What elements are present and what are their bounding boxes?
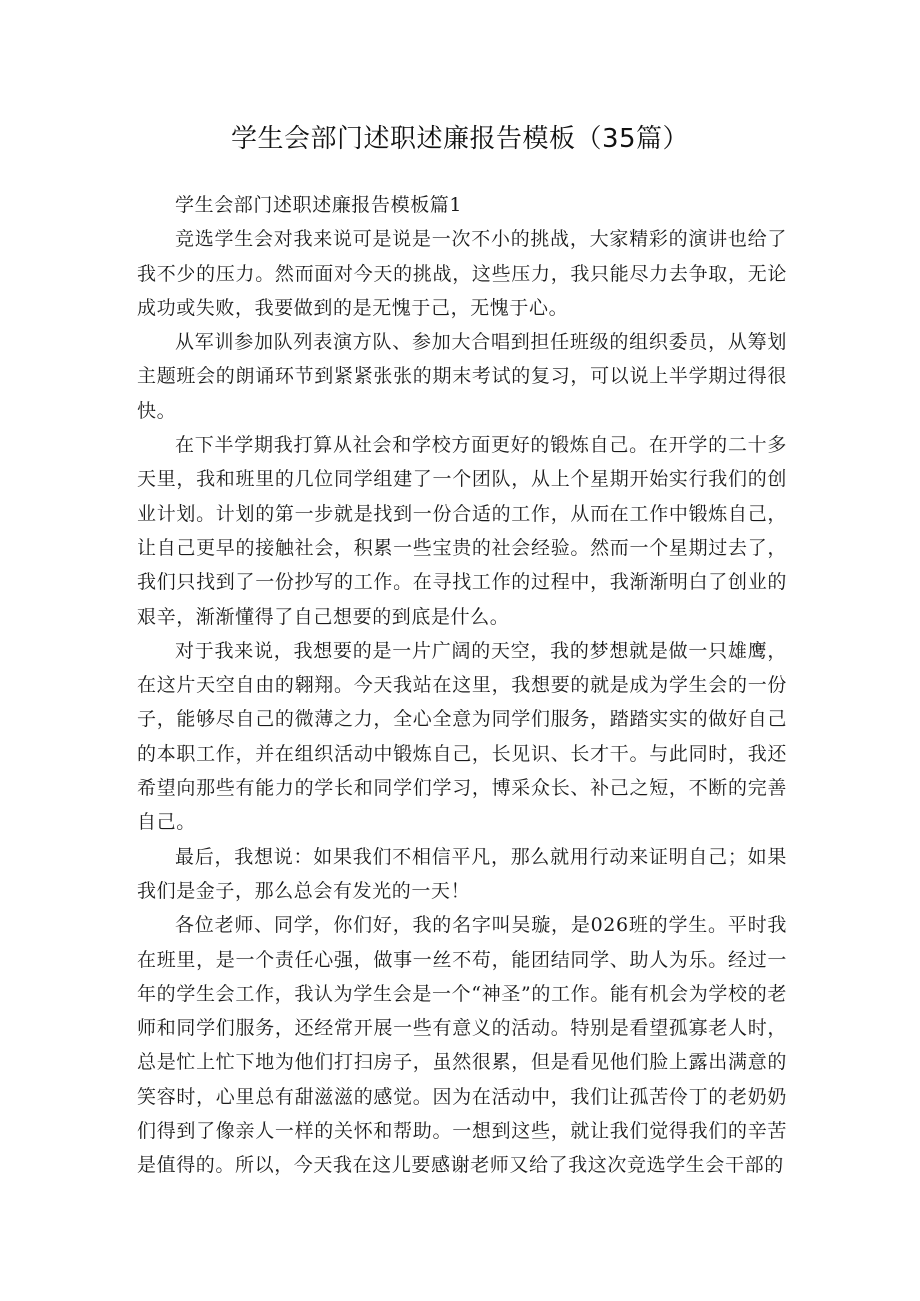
paragraph: 各位老师、同学，你们好，我的名字叫吴璇，是026班的学生。平时我在班里，是一个责任心强，做事一丝不苟，能团结同学、助人为乐。经过一年的学生会工作，我认为学生会是一个“神圣”的工作。能有机会为学校的老师和同学们服务，还经常开展一些有意义的活动。特别是看望孤寡老人时，总是忙上忙下地为他们打扫房子，虽然很累，但是看见他们脸上露出满意的笑容时，心里总有甜滋滋的感觉。因为在活动中，我们让孤苦伶丁的老奶奶们得到了像亲人一样的关怀和帮助。一想到这些，就让我们觉得我们的辛苦是值得的。所以，今天我在这儿要感谢老师又给了我这次竞选学生会干部的: [137, 914, 787, 1177]
paragraph: 对于我来说，我想要的是一片广阔的天空，我的梦想就是做一只雄鹰，在这片天空自由的翱翔。今天我站在这里，我想要的就是成为学生会的一份子，能够尽自己的微薄之力，全心全意为同学们服务，踏踏实实的做好自己的本职工作，并在组织活动中锻炼自己，长见识、长才干。与此同时，我还希望向那些有能力的学长和同学们学习，博采众长、补己之短，不断的完善自己。: [137, 639, 787, 834]
section-heading: 学生会部门述职述廉报告模板篇1: [175, 194, 463, 216]
document-title: 学生会部门述职述廉报告模板（35篇）: [230, 124, 690, 154]
document-body: [137, 188, 787, 1183]
paragraph: 从军训参加队列表演方队、参加大合唱到担任班级的组织委员，从筹划主题班会的朗诵环节到紧紧张张的期末考试的复习，可以说上半学期过得很快。: [137, 331, 787, 422]
paragraph: 在下半学期我打算从社会和学校方面更好的锻炼自己。在开学的二十多天里，我和班里的几位同学组建了一个团队，从上个星期开始实行我们的创业计划。计划的第一步就是找到一份合适的工作，从而在工作中锻炼自己，让自己更早的接触社会，积累一些宝贵的社会经验。然而一个星期过去了，我们只找到了一份抄写的工作。在寻找工作的过程中，我渐渐明白了创业的艰辛，渐渐懂得了自己想要的到底是什么。: [137, 434, 787, 628]
paragraph: 竞选学生会对我来说可是说是一次不小的挑战，大家精彩的演讲也给了我不少的压力。然而面对今天的挑战，这些压力，我只能尽力去争取，无论成功或失败，我要做到的是无愧于己，无愧于心。: [137, 228, 787, 319]
paragraph: 最后，我想说：如果我们不相信平凡，那么就用行动来证明自己；如果我们是金子，那么总会有发光的一天！: [137, 845, 787, 902]
